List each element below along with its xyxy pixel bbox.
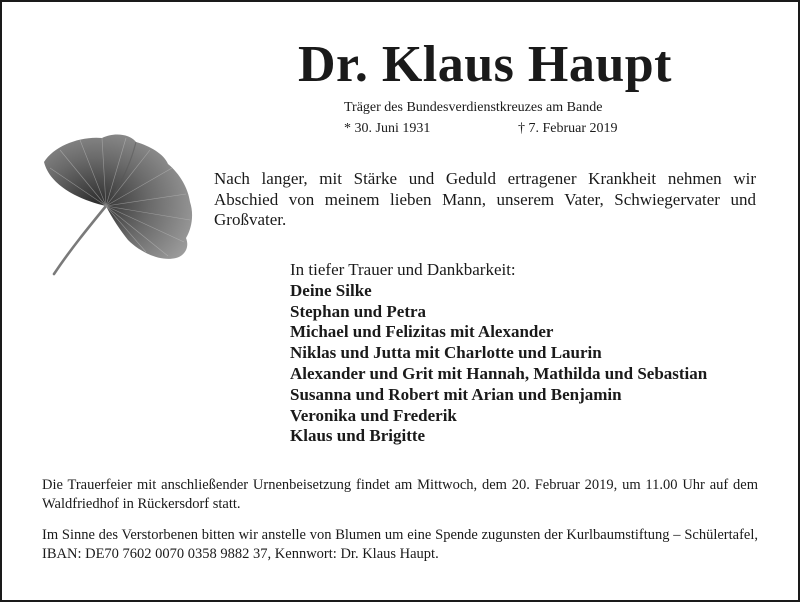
family-member: Michael und Felizitas mit Alexander bbox=[290, 322, 554, 342]
ceremony-info: Die Trauerfeier mit anschließender Urnenbeisetzung findet am Mittwoch, dem 20. Februar 2019, um 11.00 Uhr auf dem Waldfriedhof in Rückersdorf statt. bbox=[42, 477, 758, 512]
intro-text: Nach langer, mit Stärke und Geduld ertragener Krankheit nehmen wir Abschied von meinem lieben Mann, unserem Vater, Schwiegervater und Großvater. bbox=[214, 169, 756, 229]
death-date: † 7. Februar 2019 bbox=[518, 121, 618, 136]
family-member: Deine Silke bbox=[290, 280, 372, 300]
donation-info: Im Sinne des Verstorbenen bitten wir anstelle von Blumen um eine Spende zugunsten der Kurlbaumstiftung – Schülertafel, IBAN: DE70 7602 0070 0358 9882 37, Kennwort: Dr. Klaus Haupt. bbox=[42, 527, 758, 562]
family-member: Stephan und Petra bbox=[290, 301, 427, 321]
family-member: Niklas und Jutta mit Charlotte und Laurin bbox=[290, 343, 602, 363]
ginkgo-leaf-icon bbox=[40, 128, 198, 278]
family-member: Susanna und Robert mit Arian und Benjamin bbox=[290, 384, 622, 404]
honor-line: Träger des Bundesverdienstkreuzes am Bande bbox=[344, 100, 603, 115]
deceased-name: Dr. Klaus Haupt bbox=[297, 36, 672, 93]
family-member: Klaus und Brigitte bbox=[290, 426, 426, 446]
family-member: Veronika und Frederik bbox=[290, 405, 457, 425]
family-member: Alexander und Grit mit Hannah, Mathilda und Sebastian bbox=[290, 363, 708, 383]
mourning-lead: In tiefer Trauer und Dankbarkeit: bbox=[290, 260, 516, 279]
birth-date: * 30. Juni 1931 bbox=[344, 121, 431, 136]
mourners-list bbox=[290, 260, 760, 447]
